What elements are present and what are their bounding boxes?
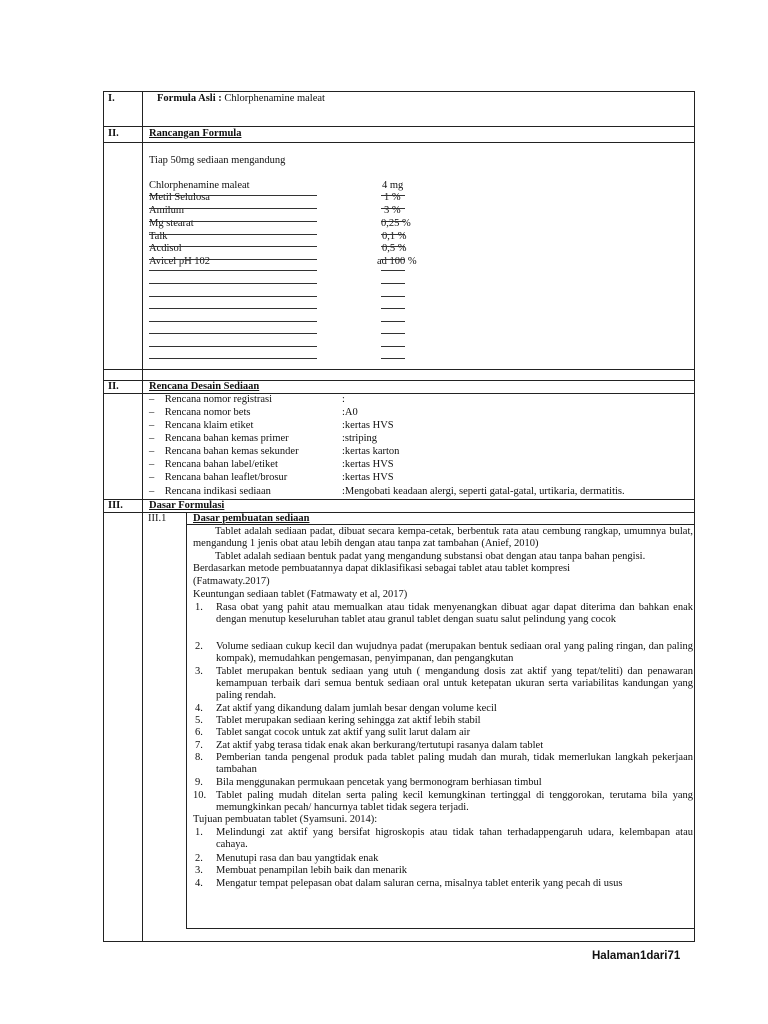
plan-label: Rencana bahan kemas primer [164,433,289,444]
list-number: 6. [195,727,203,738]
list-item: – Rencana bahan label/etiket [149,459,278,470]
paragraph-definition-2: Tablet adalah sediaan bentuk padat yang mengandung substansi obat dengan atau tanpa bahan pengisi. [215,551,646,562]
plan-label: Rencana bahan kemas sekunder [164,446,299,457]
list-number: 7. [195,740,203,751]
advantages-heading: Keuntungan sediaan tablet (Fatmawaty et al, 2017) [193,589,408,600]
list-item: – Rencana bahan kemas primer [149,433,289,444]
plan-value: : [342,394,345,405]
list-number: 3. [195,666,203,677]
page-number [592,950,680,963]
formula-name: Avicel pH 102 [149,256,211,267]
section-3-title: Rencana Desain Sediaan [149,381,260,392]
paragraph-method: Berdasarkan metode pembuatannya dapat diklasifikasi sebagai tablet atau tablet kompresi [193,563,570,574]
plan-label: Rencana nomor registrasi [164,394,273,405]
plan-label: Rencana nomor bets [164,407,251,418]
formula-name: Metil Selulosa [149,192,210,203]
list-number: 4. [195,878,203,889]
formula-name: Talk [149,231,168,242]
formula-name: Mg stearat [149,218,194,229]
section-4-number: III. [108,500,123,511]
plan-label: Rencana bahan label/etiket [164,459,278,470]
list-number: 3. [195,865,203,876]
list-item: – Rencana klaim etiket [149,420,254,431]
plan-value: :A0 [342,407,358,418]
paragraph-citation: (Fatmawaty.2017) [193,576,270,587]
list-item: Menutupi rasa dan bau yangtidak enak [216,853,379,864]
formula-name: Acdisol [149,243,182,254]
formula-amount: 3 % [384,205,401,216]
list-item: Membuat penampilan lebih baik dan menarik [216,865,407,876]
list-item: Mengatur tempat pelepasan obat dalam saluran cerna, misalnya tablet enterik yang pecah di usus [216,878,623,889]
list-item: Rasa obat yang pahit atau memualkan atau tidak menyenangkan dibuat agar dapat diterima dan bahkan enak dengan menutup keseluruhan tablet atau granul tablet dengan suatu salut pelindung yang cocok [216,602,693,626]
formula-amount: 0,25 % [381,218,411,229]
list-item: Bila menggunakan permukaan pencetak yang bermonogram berhiasan timbul [216,777,542,788]
list-item: Tablet paling mudah ditelan serta paling kecil kemungkinan tertinggal di tenggorokan, terutama bila yang memungkinkan pecah/ hancurnya tablet tidak segera terjadi. [216,790,693,814]
list-item: Melindungi zat aktif yang bersifat higroskopis atau tidak tahan terhadappengaruh udara, kelembapan atau cahaya. [216,827,693,851]
list-number: 2. [195,853,203,864]
section-2-title: Rancangan Formula [149,128,242,139]
subsection-number: III.1 [148,513,167,524]
list-number: 8. [195,752,203,763]
list-item: Tablet merupakan bentuk sediaan yang utuh ( mengandung dosis zat aktif yang tepat/teliti) dan penawaran kemampuan terbaik dari semua bentuk sediaan oral untuk ketepatan ukuran serta variabilitas kandungan yang paling rendah. [216,666,693,702]
list-item: Pemberian tanda pengenal produk pada tablet paling mudah dan murah, tidak memerlukan langkah pekerjaan tambahan [216,752,693,776]
list-item: Tablet merupakan sediaan kering sehingga zat aktif lebih stabil [216,715,481,726]
list-item: Tablet sangat cocok untuk zat aktif yang sulit larut dalam air [216,727,471,738]
plan-value: :kertas karton [342,446,400,457]
section-4-title: Dasar Formulasi [149,500,225,511]
formula-amount: 0,5 % [382,243,407,254]
list-number: 1. [195,827,203,838]
list-item: – Rencana nomor bets [149,407,251,418]
formula-amount: 4 mg [382,180,404,191]
plan-value: :kertas HVS [342,420,394,431]
subsection-title: Dasar pembuatan sediaan [193,513,310,524]
page-label: Halaman [592,950,640,962]
formula-name: Chlorphenamine maleat [149,180,250,191]
list-number: 5. [195,715,203,726]
section-1-number: I. [108,93,115,104]
plan-value: :kertas HVS [342,472,394,483]
list-number: 4. [195,703,203,714]
paragraph-definition: Tablet adalah sediaan padat, dibuat secara kempa-cetak, berbentuk rata atau cembung rangkap, umumnya bulat, mengandung 1 jenis obat atau lebih dengan atau tanpa zat tambahan (Anief, 2010) [193,526,693,550]
formula-amount: 1 % [384,192,401,203]
list-number: 1. [195,602,203,613]
section-3-number: II. [108,381,119,392]
list-item: – Rencana bahan leaflet/brosur [149,472,288,483]
list-number: 9. [195,777,203,788]
plan-value: :kertas HVS [342,459,394,470]
plan-label: Rencana indikasi sediaan [164,486,271,497]
total-pages: 71 [667,950,681,962]
list-number: 2. [195,641,203,652]
list-item: – Rencana bahan kemas sekunder [149,446,299,457]
list-item: Zat aktif yabg terasa tidak enak akan berkurang/tertutupi rasanya dalam tablet [216,740,544,751]
formula-amount: ad 100 % [377,256,417,267]
current-page: 1 [639,950,647,962]
list-item: – Rencana nomor registrasi [149,394,273,405]
section-2-number: II. [108,128,119,139]
purpose-heading: Tujuan pembuatan tablet (Syamsuni. 2014): [193,814,378,825]
list-number: 10. [193,790,207,801]
plan-value: :Mengobati keadaan alergi, seperti gatal-gatal, urtikaria, dermatitis. [342,486,625,497]
page-separator: dari [646,950,668,962]
list-item: Zat aktif yang dikandung dalam jumlah besar dengan volume kecil [216,703,497,714]
list-item: Volume sediaan cukup kecil dan wujudnya padat (merupakan bentuk sediaan oral yang paling ringan, dan paling kompak), memudahkan pengemasan, penyimpanan, dan pengangkutan [216,641,693,665]
formula-intro: Tiap 50mg sediaan mengandung [149,155,286,166]
formula-name: Amilum [149,205,185,216]
plan-label: Rencana klaim etiket [164,420,254,431]
plan-label: Rencana bahan leaflet/brosur [164,472,288,483]
formula-amount: 0,1 % [382,231,407,242]
section-1-title: Formula Asli : [157,93,222,104]
section-1-value: Chlorphenamine maleat [221,93,325,104]
list-item: – Rencana indikasi sediaan [149,486,271,497]
section-1-heading [157,93,325,105]
plan-value: :striping [342,433,378,444]
